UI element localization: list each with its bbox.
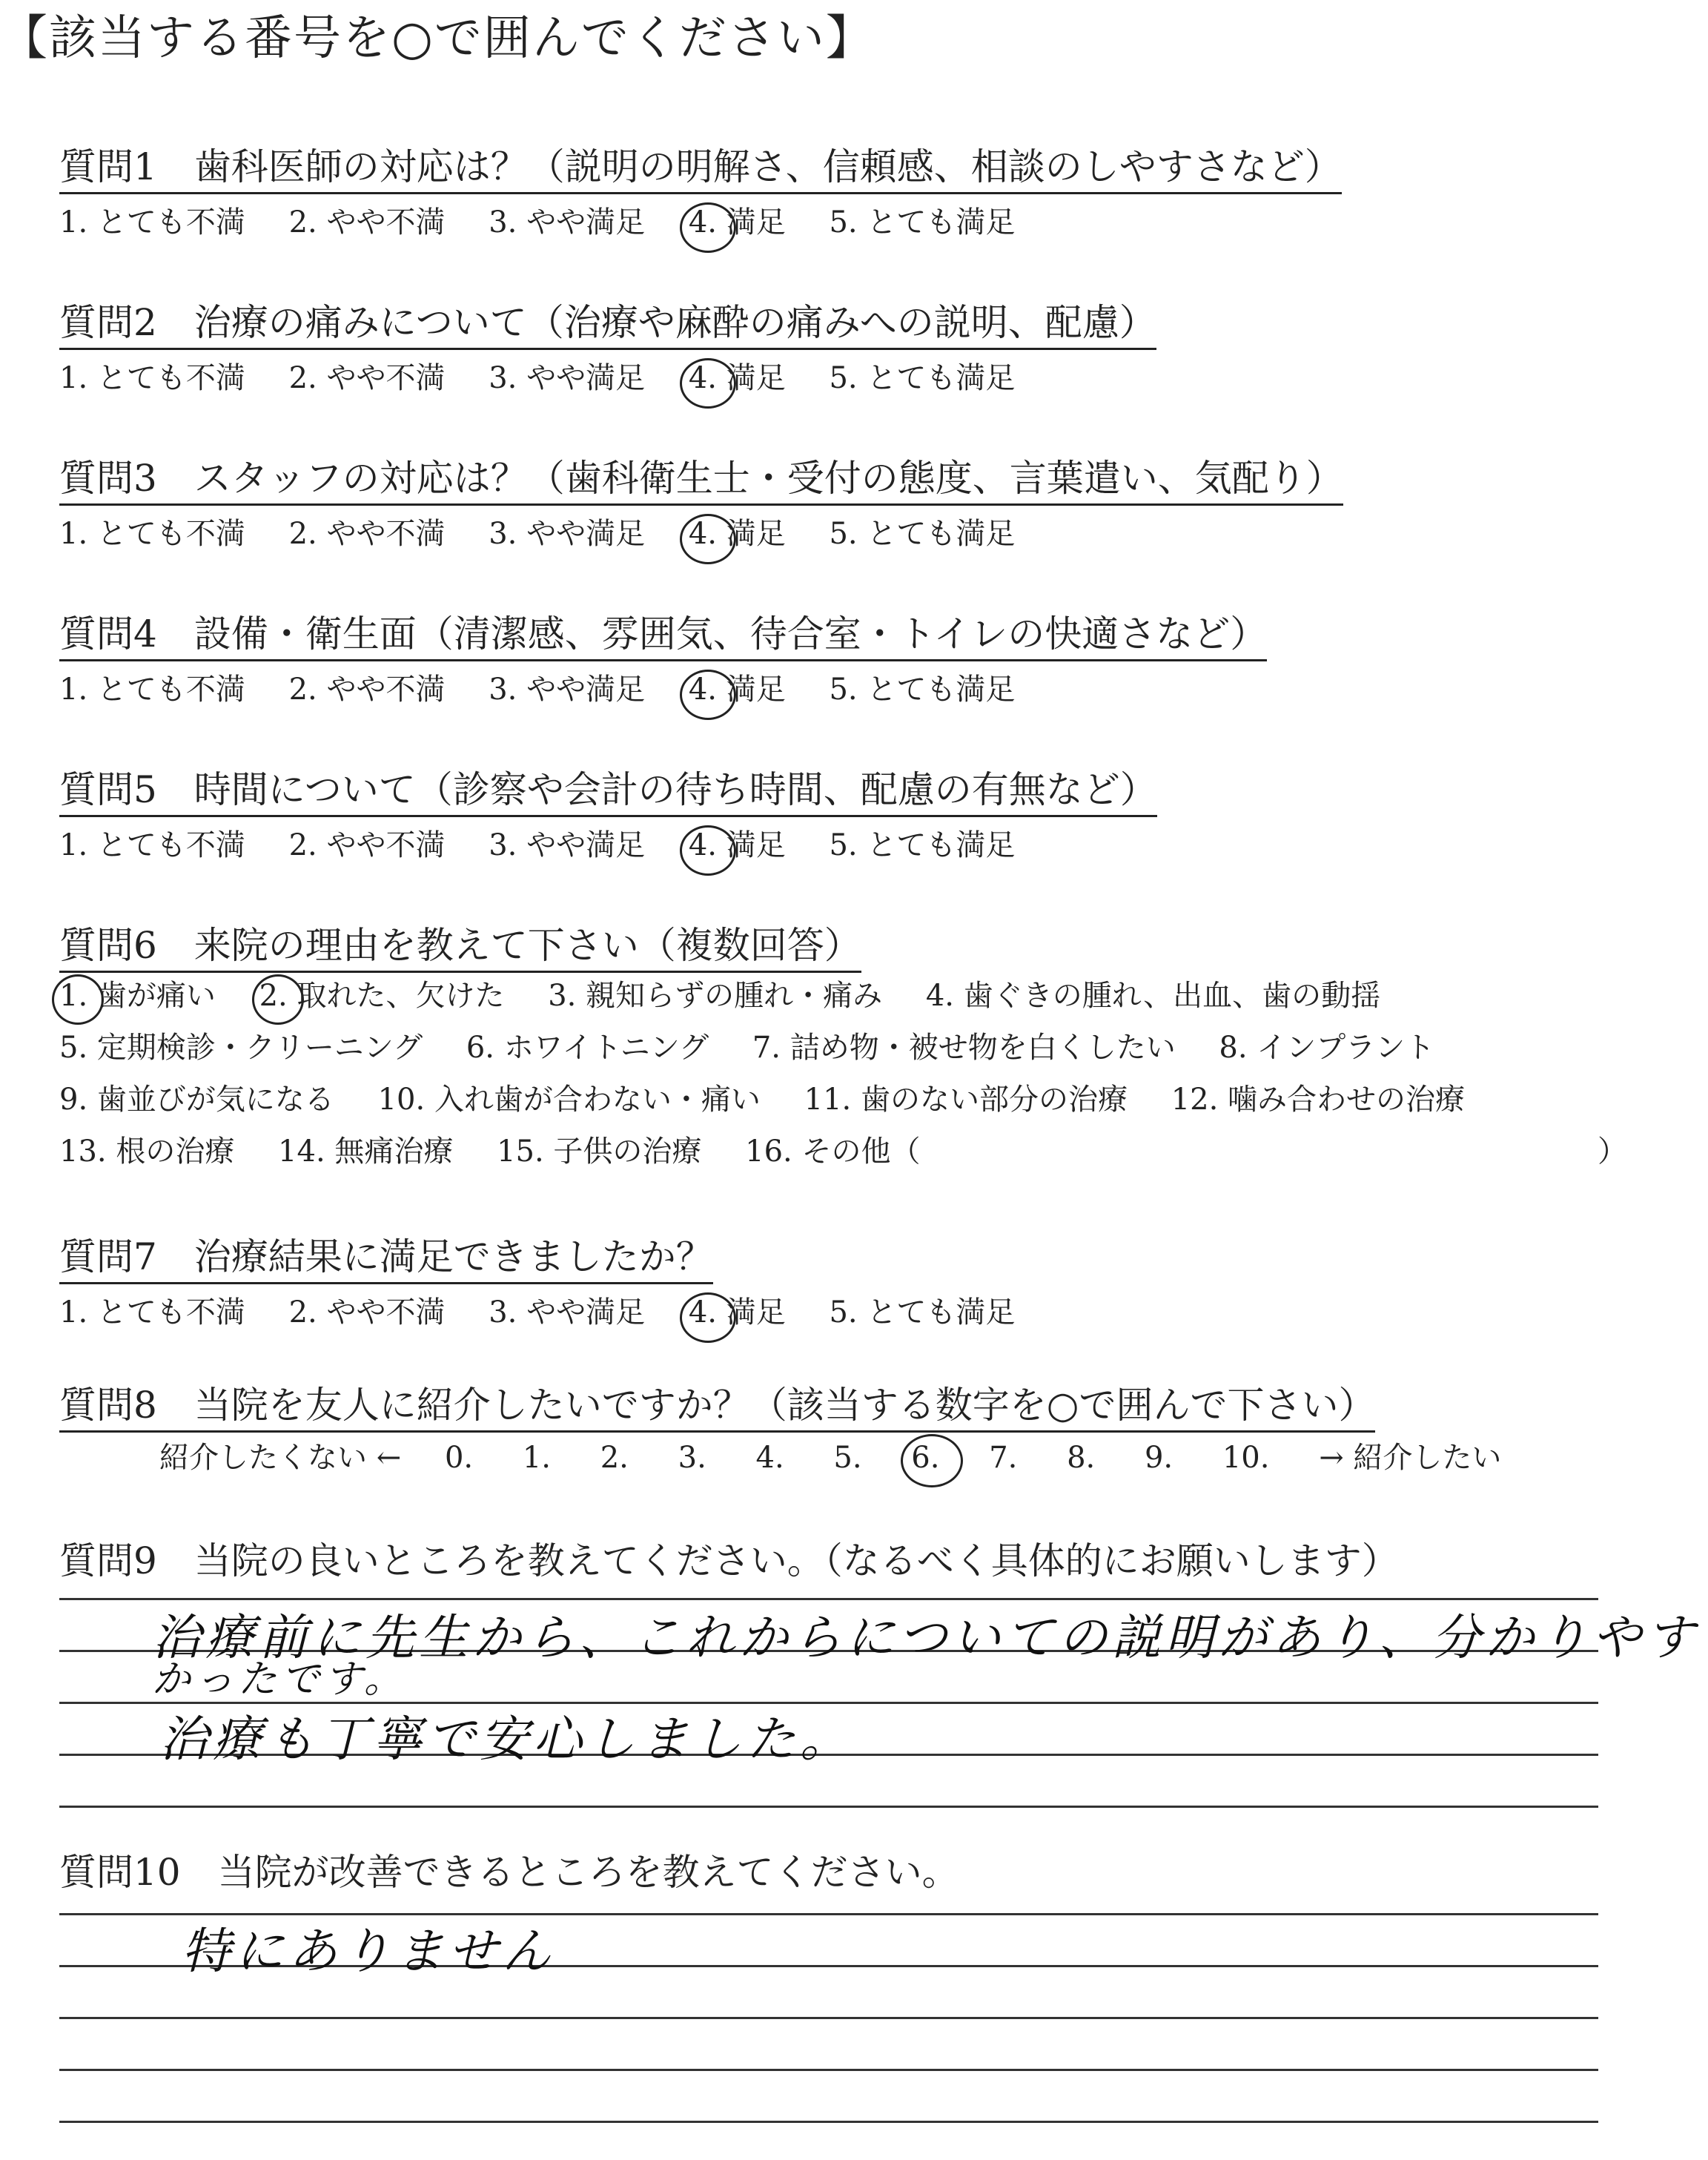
q6-row-2 [59, 1029, 1469, 1066]
q10-answer-line-3 [59, 2017, 1598, 2019]
q10-answer-line-5 [59, 2121, 1598, 2123]
question-1-title: 質問1 歯科医師の対応は？（説明の明解さ、信頼感、相談のしやすさなど） [59, 145, 1342, 194]
q6-option-9[interactable]: 9. 歯並びが気になる [59, 1083, 334, 1117]
q10-answer-text-1[interactable]: 特にありません [182, 1923, 555, 1980]
q8-option-8[interactable]: 8. [1067, 1441, 1096, 1475]
q6-option-1-selected[interactable]: 1. 歯が痛い [59, 979, 216, 1013]
form-header: 【該当する番号を○で囲んでください】 [0, 11, 875, 66]
question-7-options[interactable] [59, 1294, 1049, 1331]
q8-option-3[interactable]: 3. [678, 1441, 706, 1475]
q8-option-5[interactable]: 5. [833, 1441, 862, 1475]
question-2-title: 質問2 治療の痛みについて（治療や麻酔の痛みへの説明、配慮） [59, 300, 1156, 350]
q6-option-3[interactable]: 3. 親知らずの腫れ・痛み [548, 979, 883, 1013]
q4-option-5[interactable]: 5. とても満足 [829, 673, 1016, 707]
question-8-title: 質問8 当院を友人に紹介したいですか？（該当する数字を○で囲んで下さい） [59, 1383, 1375, 1433]
question-2-options[interactable] [59, 360, 1049, 397]
q1-option-4-selected[interactable]: 4. 満足 [688, 205, 786, 240]
q2-option-2[interactable]: 2. やや不満 [288, 361, 446, 395]
q6-option-6[interactable]: 6. ホワイトニング [466, 1031, 709, 1065]
q8-option-9[interactable]: 9. [1144, 1441, 1174, 1475]
q3-option-3[interactable]: 3. やや満足 [489, 517, 646, 551]
q3-option-5[interactable]: 5. とても満足 [829, 517, 1016, 551]
q5-option-2[interactable]: 2. やや不満 [288, 828, 446, 862]
q2-option-1[interactable]: 1. とても不満 [59, 361, 245, 395]
q6-option-8[interactable]: 8. インプラント [1219, 1031, 1435, 1065]
q6-option-15[interactable]: 15. 子供の治療 [497, 1135, 702, 1169]
q8-option-0[interactable]: 0. [444, 1441, 474, 1475]
q9-answer-text-3[interactable]: 治療も丁寧で安心しました。 [159, 1711, 853, 1768]
q6-option-12[interactable]: 12. 噛み合わせの治療 [1171, 1083, 1466, 1117]
q1-option-1[interactable]: 1. とても不満 [59, 205, 245, 240]
question-10-title: 質問10 当院が改善できるところを教えてください。 [59, 1851, 959, 1894]
q6-row-3 [59, 1081, 1499, 1118]
q8-option-7[interactable]: 7. [989, 1441, 1018, 1475]
q7-option-2[interactable]: 2. やや不満 [288, 1295, 446, 1330]
q5-option-5[interactable]: 5. とても満足 [829, 828, 1016, 862]
q8-scale[interactable] [159, 1439, 1501, 1477]
q8-option-2[interactable]: 2. [600, 1441, 629, 1475]
q7-option-4-selected[interactable]: 4. 満足 [688, 1295, 786, 1330]
q8-left-label: 紹介したくない ← [159, 1441, 402, 1475]
q2-option-5[interactable]: 5. とても満足 [829, 361, 1016, 395]
q3-option-1[interactable]: 1. とても不満 [59, 517, 245, 551]
q6-option-7[interactable]: 7. 詰め物・被せ物を白くしたい [752, 1031, 1176, 1065]
q8-option-10[interactable]: 10. [1222, 1441, 1270, 1475]
question-3-title: 質問3 スタッフの対応は？（歯科衛生士・受付の態度、言葉遣い、気配り） [59, 456, 1343, 506]
q4-option-1[interactable]: 1. とても不満 [59, 673, 245, 707]
question-5-options[interactable] [59, 827, 1049, 864]
q8-right-label: → 紹介したい [1319, 1441, 1502, 1475]
question-4-options[interactable] [59, 671, 1049, 708]
q7-option-5[interactable]: 5. とても満足 [829, 1295, 1016, 1330]
question-6-title: 質問6 来院の理由を教えて下さい（複数回答） [59, 923, 861, 973]
q6-row-1 [59, 977, 1414, 1014]
q2-option-3[interactable]: 3. やや満足 [489, 361, 646, 395]
q6-option-11[interactable]: 11. 歯のない部分の治療 [804, 1083, 1128, 1117]
q8-option-4[interactable]: 4. [755, 1441, 784, 1475]
question-7-title: 質問7 治療結果に満足できましたか？ [59, 1235, 713, 1284]
q6-row-4 [59, 1133, 954, 1170]
q8-option-1[interactable]: 1. [522, 1441, 552, 1475]
question-5-title: 質問5 時間について（診察や会計の待ち時間、配慮の有無など） [59, 767, 1157, 817]
q5-option-3[interactable]: 3. やや満足 [489, 828, 646, 862]
question-1-options[interactable] [59, 204, 1049, 241]
q6-option-13[interactable]: 13. 根の治療 [59, 1135, 235, 1169]
q2-option-4-selected[interactable]: 4. 満足 [688, 361, 786, 395]
q6-option-14[interactable]: 14. 無痛治療 [278, 1135, 454, 1169]
q7-option-1[interactable]: 1. とても不満 [59, 1295, 245, 1330]
q6-option-5[interactable]: 5. 定期検診・クリーニング [59, 1031, 423, 1065]
q6-option-4[interactable]: 4. 歯ぐきの腫れ、出血、歯の動揺 [925, 979, 1381, 1013]
q6-option-16[interactable]: 16. その他（ [745, 1135, 921, 1169]
q3-option-2[interactable]: 2. やや不満 [288, 517, 446, 551]
q1-option-3[interactable]: 3. やや満足 [489, 205, 646, 240]
q4-option-3[interactable]: 3. やや満足 [489, 673, 646, 707]
q3-option-4-selected[interactable]: 4. 満足 [688, 517, 786, 551]
q4-option-2[interactable]: 2. やや不満 [288, 673, 446, 707]
question-9-title: 質問9 当院の良いところを教えてください。（なるべく具体的にお願いします） [59, 1539, 1399, 1582]
q9-answer-text-1[interactable]: 治療前に先生から、これからについての説明があり、分かりやす [152, 1609, 1699, 1666]
question-4-title: 質問4 設備・衛生面（清潔感、雰囲気、待合室・トイレの快適さなど） [59, 612, 1267, 661]
q5-option-1[interactable]: 1. とても不満 [59, 828, 245, 862]
q6-option-2-selected[interactable]: 2. 取れた、欠けた [259, 979, 505, 1013]
q1-option-5[interactable]: 5. とても満足 [829, 205, 1016, 240]
q8-option-6-selected[interactable]: 6. [911, 1439, 939, 1477]
q9-answer-line-5 [59, 1806, 1598, 1808]
question-3-options[interactable] [59, 515, 1049, 552]
q9-answer-text-2[interactable]: かったです。 [152, 1657, 407, 1702]
q10-answer-line-4 [59, 2069, 1598, 2071]
q7-option-3[interactable]: 3. やや満足 [489, 1295, 646, 1330]
q4-option-4-selected[interactable]: 4. 満足 [688, 673, 786, 707]
q6-other-close-paren: ） [1598, 1135, 1627, 1169]
q1-option-2[interactable]: 2. やや不満 [288, 205, 446, 240]
q5-option-4-selected[interactable]: 4. 満足 [688, 828, 786, 862]
q6-option-10[interactable]: 10. 入れ歯が合わない・痛い [377, 1083, 761, 1117]
